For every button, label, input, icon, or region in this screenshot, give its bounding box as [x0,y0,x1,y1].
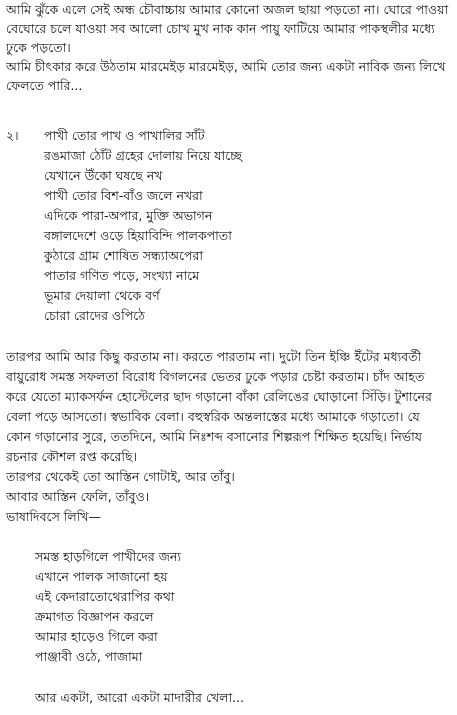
poem-number: ২। [6,128,19,143]
paragraph2-line: রচনার কৌশল রপ্ত করেছি। [6,449,138,464]
poem2-line: সমস্ত হাড়গিলে পাখীদের জন্য [35,549,181,564]
paragraph2-line: বায়ুরোধ সমস্ত সফলতা বিরোধ বিগলনের ভেতর ঢুকে পড়ার চেষ্টা করতাম। চাঁদ আহত [6,369,425,384]
poem2-line: এখানে পালক সাজানো হয় [35,569,168,584]
poem1-line: কুঠারে গ্রাম শোষিত সন্ধ্যাঅপেরা [44,248,203,263]
poem1-line: রঙমাজা ঠোঁট গ্রহের দোলায় নিয়ে যাচ্ছে [44,148,242,163]
poem1-line: পাতার গণিত পড়ে, সংখ্যা নামে [44,268,200,283]
paragraph2-line: বেলা পড়ে আসতো। স্বভাবিক বেলা। বহুস্বরিক অন্তলাস্তের মধ্যে আমাকে গড়াতো। যে [6,409,420,424]
poem1-line: বঙ্গালদেশে ওড়ে হিয়াবিন্দি পালকপাতা [44,228,232,243]
poem1-line: ভূমার দেয়ালা থেকে বর্ণ [44,288,160,303]
paragraph2-line: ভাষাদিবসে লিখি— [6,509,101,524]
paragraph2-line: তারপর থেকেই তো আস্তিন গোটাই, আর তাঁবু। [6,469,235,484]
closing-line: আর একটা, আরো একটা মাদারীর খেলা... [35,690,245,705]
paragraph1-line: ফেলতে পারি... [6,78,83,93]
poem2-line: আমার হাড়েও গিলে করা [35,629,158,644]
poem1-line: এদিকে পারা-অপার, মুক্তি অভাগন [44,208,213,223]
paragraph1-line: বেঘোরে চলে যাওয়া সব আলো চোখ মুখ নাক কান পায়ু ফাটিয়ে আমার পাকস্থলীর মধ্যে [6,21,435,36]
poem1-line: চোরা রোদের ওপিঠে [44,308,145,323]
poem2-line: এই কেদারাতোথেরাপির কথা [35,589,175,604]
paragraph1-line: আমি চীৎকার করে উঠতাম মারমেইড় মারমেইড়, আমি তোর জন্য একটা নাবিক জন্য লিখে [6,59,446,74]
poem1-line: পাখী তোর বিশ-বাঁও জলে নখরা [44,188,203,203]
paragraph2-line: তারপর আমি আর কিছু করতাম না। করতে পারতাম না। দুটো তিন ইঞ্চি ইঁটের মধ্যবর্তী [6,349,422,364]
poem2-line: পাঞ্জাবী ওঠে, পাজামা [35,649,143,664]
poem1-line: যেখানে উঁকো ঘষছে নখ [44,168,163,183]
paragraph1-line: আমি ঝুঁকে এলে সেই অন্ধ চৌবাচ্চায় আমার কোনো অজল ছায়া পড়তো না। ঘোরে পাওয়া [6,2,449,17]
paragraph1-line: ঢুকে পড়তো। [6,40,71,55]
paragraph2-line: আবার আস্তিন ফেলি, তাঁবুও। [6,489,150,504]
poem2-line: ক্রমাগত বিজ্ঞাপন করলে [35,609,154,624]
poem1-line: পাখী তোর পাখ ও পাখালির সাঁট [44,128,205,143]
paragraph2-line: করে যেতো ম্যাকসর্ফন হোস্টেলের ছাদ গড়ানো বাঁকা রেলিঙের ঘোড়ানো সিঁড়ি। টুশানের [6,389,432,404]
paragraph2-line: কোন গড়ানোর সুরে, ততদিনে, আমি নিঃশব্দ বসানোর শিল্পরূপ শিক্ষিত হয়েছি। নির্ভায [6,429,422,444]
